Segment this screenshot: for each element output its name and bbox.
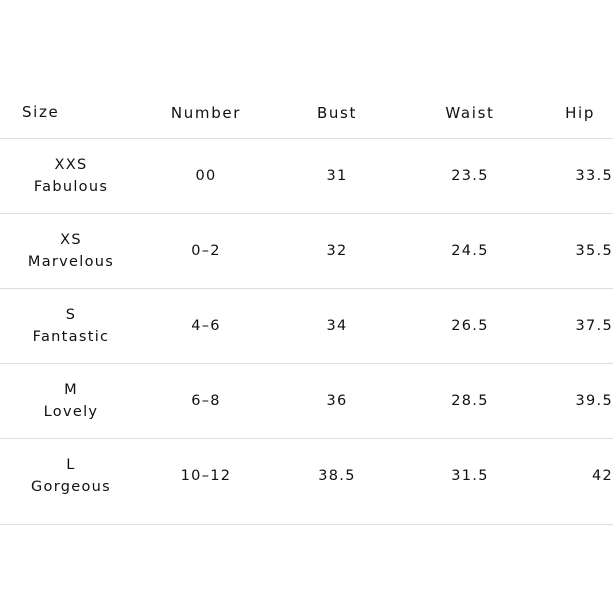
- cell-number: 00: [142, 139, 270, 214]
- size-word: Lovely: [43, 404, 99, 420]
- column-header-bust: Bust: [316, 104, 358, 122]
- cell-bust: 32: [270, 214, 404, 289]
- cell-hip: 33.5: [536, 139, 613, 214]
- size-code: L: [66, 456, 76, 473]
- cell-number: 0–2: [142, 214, 270, 289]
- column-header-number: Number: [170, 104, 242, 122]
- size-word: Gorgeous: [31, 479, 111, 495]
- cell-size: [0, 139, 142, 214]
- cell-hip: 39.5: [536, 364, 613, 439]
- cell-waist: 28.5: [404, 364, 536, 439]
- cell-bust: 38.5: [270, 439, 404, 514]
- table-row: [0, 439, 613, 514]
- cell-bust: 36: [270, 364, 404, 439]
- cell-bust: 31: [270, 139, 404, 214]
- cell-waist: 24.5: [404, 214, 536, 289]
- cell-hip: 35.5: [536, 214, 613, 289]
- table-bottom-divider: [0, 524, 613, 525]
- table-header-row: [0, 88, 613, 139]
- size-word: Marvelous: [27, 254, 115, 270]
- column-header-waist: Waist: [445, 104, 495, 122]
- cell-number: 10–12: [142, 439, 270, 514]
- cell-number: 6–8: [142, 364, 270, 439]
- column-header-size: Size: [22, 103, 60, 122]
- cell-hip: 37.5: [536, 289, 613, 364]
- cell-hip: 42: [536, 439, 613, 514]
- column-header-hip: Hip: [565, 104, 595, 122]
- cell-size: [0, 289, 142, 364]
- cell-bust: 34: [270, 289, 404, 364]
- size-code: S: [65, 306, 77, 323]
- size-code: M: [64, 381, 78, 398]
- cell-waist: 23.5: [404, 139, 536, 214]
- table-row: [0, 214, 613, 289]
- size-code: XXS: [54, 156, 88, 173]
- size-code: XS: [60, 231, 82, 248]
- table-row: [0, 289, 613, 364]
- cell-size: [0, 214, 142, 289]
- table-row: [0, 364, 613, 439]
- cell-size: [0, 364, 142, 439]
- table-row: [0, 139, 613, 214]
- size-word: Fabulous: [33, 179, 109, 195]
- cell-size: [0, 439, 142, 514]
- cell-waist: 26.5: [404, 289, 536, 364]
- size-chart-table: [0, 88, 613, 513]
- cell-waist: 31.5: [404, 439, 536, 514]
- cell-number: 4–6: [142, 289, 270, 364]
- size-word: Fantastic: [32, 329, 110, 345]
